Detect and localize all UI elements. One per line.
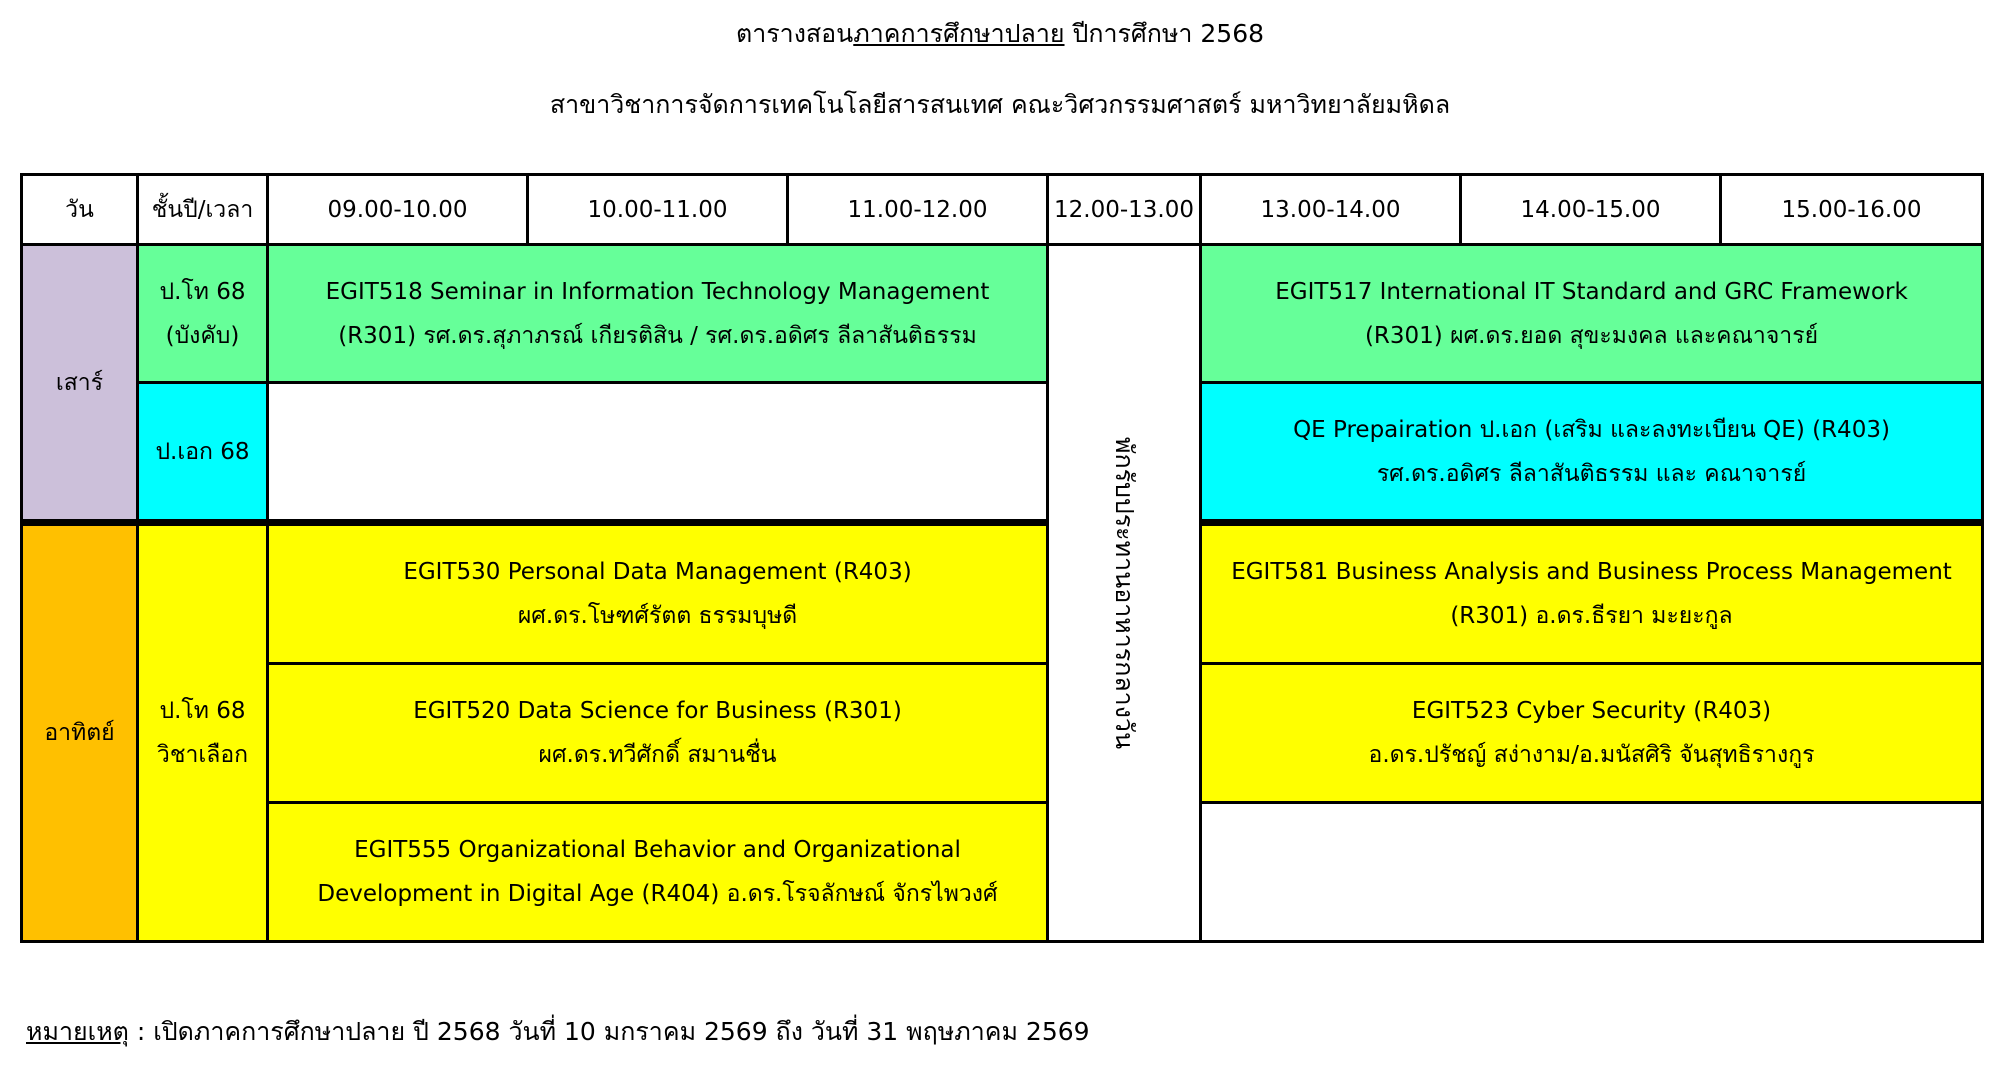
header-slot-5: 13.00-14.00 bbox=[1201, 175, 1461, 245]
course-egit523-title: EGIT523 Cyber Security (R403) bbox=[1411, 698, 1772, 724]
page-title-prefix: ตารางสอน bbox=[735, 19, 854, 48]
lunch-break-label: พักรับประทานอาหารกลางวัน bbox=[1110, 436, 1139, 750]
course-egit517 bbox=[1201, 245, 1983, 383]
course-egit530 bbox=[268, 523, 1048, 664]
empty-cell-sat-morning bbox=[268, 383, 1048, 523]
level-sun-master bbox=[138, 523, 268, 942]
day-saturday: เสาร์ bbox=[22, 245, 138, 523]
page-title bbox=[0, 14, 1994, 54]
sunday-row-1 bbox=[22, 523, 1983, 664]
course-qe-detail: รศ.ดร.อดิศร ลีลาสันติธรรม และ คณาจารย์ bbox=[1376, 460, 1807, 487]
course-egit581-detail: (R301) อ.ดร.ธีรยา มะยะกูล bbox=[1450, 603, 1733, 629]
course-egit523-detail: อ.ดร.ปรัชญ์ สง่างาม/อ.มนัสศิริ จันสุทธิรางกูร bbox=[1368, 742, 1815, 768]
sunday-row-3 bbox=[22, 803, 1983, 942]
course-egit520-title: EGIT520 Data Science for Business (R301) bbox=[413, 698, 902, 724]
level-sat-phd: ป.เอก 68 bbox=[138, 383, 268, 523]
course-egit523 bbox=[1201, 664, 1983, 803]
course-egit555-title: EGIT555 Organizational Behavior and Organizational bbox=[354, 837, 961, 863]
course-qe bbox=[1201, 383, 1983, 523]
lunch-break bbox=[1048, 245, 1201, 942]
course-egit581 bbox=[1201, 523, 1983, 664]
course-egit581-title: EGIT581 Business Analysis and Business Process Management bbox=[1231, 559, 1952, 585]
empty-cell-sun-afternoon bbox=[1201, 803, 1983, 942]
header-slot-1: 09.00-10.00 bbox=[268, 175, 528, 245]
header-slot-3: 11.00-12.00 bbox=[788, 175, 1048, 245]
course-egit555 bbox=[268, 803, 1048, 942]
header-day: วัน bbox=[22, 175, 138, 245]
level-sat-master-line-1: ป.โท 68 bbox=[159, 278, 246, 305]
course-egit518-detail: (R301) รศ.ดร.สุภาภรณ์ เกียรติสิน / รศ.ดร.อดิศร ลีลาสันติธรรม bbox=[338, 322, 977, 349]
saturday-phd-row bbox=[22, 383, 1983, 523]
level-sun-master-line-1: ป.โท 68 bbox=[159, 698, 246, 724]
header-level-time: ชั้นปี/เวลา bbox=[138, 175, 268, 245]
day-sunday: อาทิตย์ bbox=[22, 523, 138, 942]
course-egit520-detail: ผศ.ดร.ทวีศักดิ์ สมานชื่น bbox=[538, 742, 777, 768]
page-title-year: ปีการศึกษา 2568 bbox=[1064, 19, 1265, 48]
course-egit517-detail: (R301) ผศ.ดร.ยอด สุขะมงคล และคณาจารย์ bbox=[1364, 322, 1819, 349]
level-sat-master bbox=[138, 245, 268, 383]
footnote bbox=[26, 1012, 1090, 1052]
page-title-semester: ภาคการศึกษาปลาย bbox=[853, 19, 1065, 48]
header-slot-6: 14.00-15.00 bbox=[1461, 175, 1721, 245]
page-subtitle: สาขาวิชาการจัดการเทคโนโลยีสารสนเทศ คณะวิศวกรรมศาสตร์ มหาวิทยาลัยมหิดล bbox=[549, 90, 1451, 119]
schedule-table bbox=[20, 173, 1984, 943]
header-slot-4: 12.00-13.00 bbox=[1048, 175, 1201, 245]
course-egit530-title: EGIT530 Personal Data Management (R403) bbox=[403, 559, 912, 585]
level-sat-master-line-2: (บังคับ) bbox=[165, 322, 240, 349]
footnote-label: หมายเหตุ bbox=[26, 1017, 129, 1046]
course-egit517-title: EGIT517 International IT Standard and GRC Framework bbox=[1275, 278, 1908, 305]
course-egit520 bbox=[268, 664, 1048, 803]
course-qe-title: QE Prepairation ป.เอก (เสริม และลงทะเบียน QE) (R403) bbox=[1293, 416, 1890, 443]
course-egit530-detail: ผศ.ดร.โษฑศ์รัตต ธรรมบุษดี bbox=[517, 603, 798, 629]
footnote-text: : เปิดภาคการศึกษาปลาย ปี 2568 วันที่ 10 มกราคม 2569 ถึง วันที่ 31 พฤษภาคม 2569 bbox=[128, 1017, 1090, 1046]
course-egit555-detail: Development in Digital Age (R404) อ.ดร.โรจลักษณ์ จักรไพวงศ์ bbox=[317, 881, 998, 907]
course-egit518 bbox=[268, 245, 1048, 383]
course-egit518-title: EGIT518 Seminar in Information Technology Management bbox=[325, 278, 990, 305]
sunday-row-2 bbox=[22, 664, 1983, 803]
level-sun-master-line-2: วิชาเลือก bbox=[156, 742, 249, 768]
header-row bbox=[22, 175, 1983, 245]
header-slot-2: 10.00-11.00 bbox=[528, 175, 788, 245]
saturday-master-row bbox=[22, 245, 1983, 383]
header-slot-7: 15.00-16.00 bbox=[1721, 175, 1983, 245]
